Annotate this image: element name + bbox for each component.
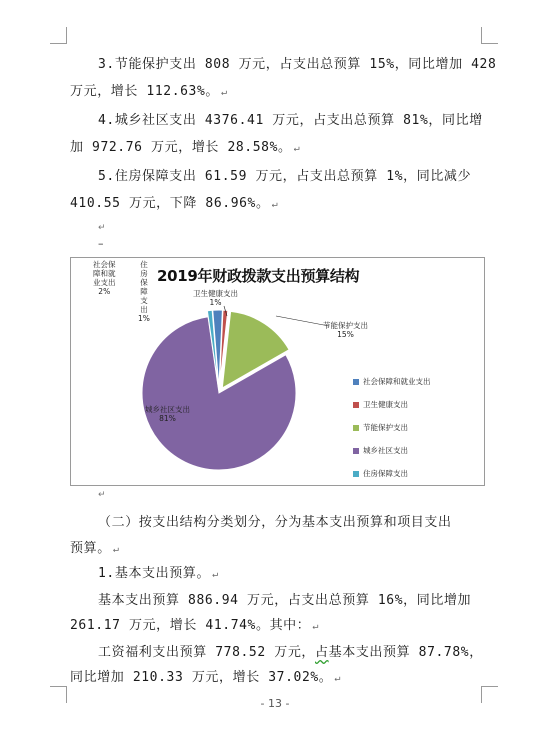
chart-title: 2019年财政拨款支出预算结构 — [157, 267, 360, 285]
basic-budget-line1: 基本支出预算 886.94 万元，占支出总预算 16%，同比增加 — [98, 593, 472, 608]
leader-line-energy — [276, 316, 329, 326]
legend-swatch — [353, 448, 359, 454]
pie-chart-svg — [71, 258, 484, 485]
section-2-heading-line2: 预算。 ↵ — [70, 541, 120, 556]
paragraph-mark: ↵ — [98, 490, 106, 500]
data-label-social: 社会保 障和就 业支出 2% — [93, 260, 116, 296]
pie-chart — [70, 257, 485, 486]
data-label-energy: 节能保护支出 15% — [323, 321, 368, 339]
crop-mark-bottom-left — [50, 686, 67, 703]
data-label-health: 卫生健康支出 1% — [193, 289, 238, 307]
legend-swatch — [353, 379, 359, 385]
paragraph-urban-line1: 4.城乡社区支出 4376.41 万元，占支出总预算 81%，同比增 — [98, 113, 483, 128]
basic-budget-line2: 261.17 万元，增长 41.74%。其中： ↵ — [70, 618, 319, 633]
legend-item-social: 社会保障和就业支出 — [353, 376, 431, 387]
paragraph-housing-line1: 5.住房保障支出 61.59 万元，占支出总预算 1%，同比减少 — [98, 169, 472, 184]
legend-swatch — [353, 471, 359, 477]
legend-item-health: 卫生健康支出 — [353, 399, 408, 410]
wage-line2: 同比增加 210.33 万元，增长 37.02%。 ↵ — [70, 670, 342, 685]
page-number: - 13 - — [260, 697, 290, 710]
paragraph-housing-line2: 410.55 万元，下降 86.96%。 ↵ — [70, 196, 279, 211]
crop-mark-top-right — [481, 27, 498, 44]
legend-item-urban: 城乡社区支出 — [353, 445, 408, 456]
legend-item-energy: 节能保护支出 — [353, 422, 408, 433]
basic-budget-heading: 1.基本支出预算。 ↵ — [98, 566, 219, 581]
paragraph-energy-line2: 万元，增长 112.63%。 ↵ — [70, 84, 228, 99]
data-label-housing: 住 房 保 障 支 出 1% — [138, 260, 150, 323]
data-label-urban: 城乡社区支出 81% — [145, 405, 190, 423]
section-2-heading-line1: （二）按支出结构分类划分，分为基本支出预算和项目支出 — [98, 515, 452, 530]
legend-item-housing: 住房保障支出 — [353, 468, 408, 479]
wage-line1: 工资福利支出预算 778.52 万元，占基本支出预算 87.78%， — [98, 645, 483, 660]
paragraph-urban-line2: 加 972.76 万元，增长 28.58%。 ↵ — [70, 140, 301, 155]
crop-mark-bottom-right — [481, 686, 498, 703]
paragraph-mark: ↵ — [98, 223, 106, 233]
legend-swatch — [353, 402, 359, 408]
paragraph-energy-line1: 3.节能保护支出 808 万元，占支出总预算 15%，同比增加 428 — [98, 57, 497, 72]
dash-mark: – — [98, 237, 104, 250]
legend-swatch — [353, 425, 359, 431]
crop-mark-top-left — [50, 27, 67, 44]
